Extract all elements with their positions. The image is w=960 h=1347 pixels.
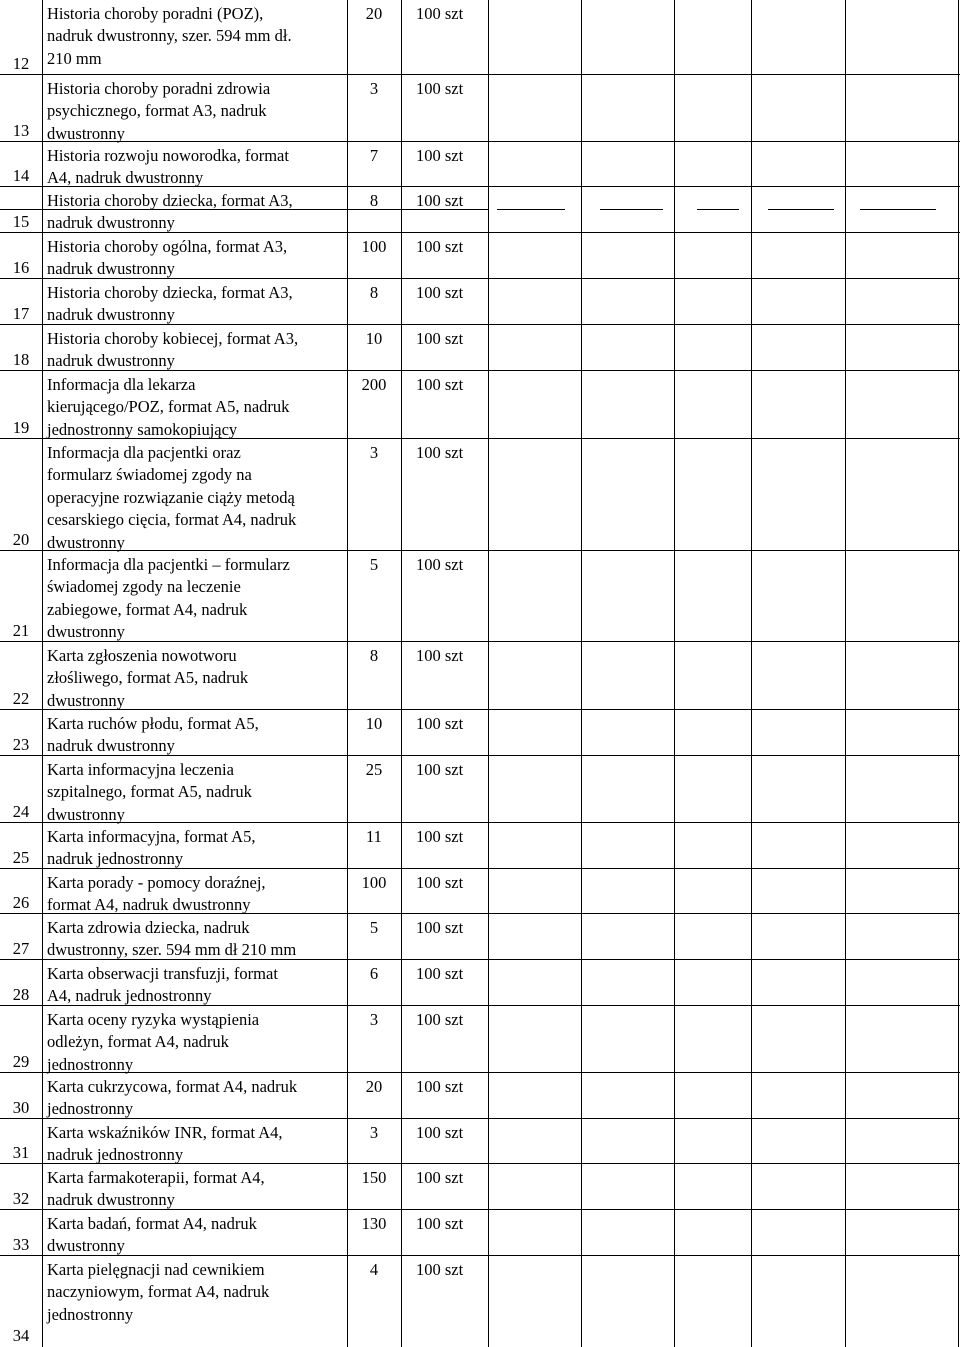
row-number: 32 — [12, 1189, 30, 1208]
table-row — [0, 914, 960, 960]
strikethrough-line — [0, 209, 488, 210]
item-unit: 100 szt — [416, 375, 464, 394]
item-description: Historia choroby ogólna, format A3, nadruk dwustronny — [47, 237, 288, 279]
table-row — [0, 371, 960, 439]
item-description: Historia choroby kobiecej, format A3, nadruk dwustronny — [47, 329, 299, 371]
item-description: Karta obserwacji transfuzji, format A4, nadruk jednostronny — [47, 964, 278, 1006]
table-row — [0, 1073, 960, 1119]
item-quantity: 4 — [369, 1260, 379, 1279]
blank-fill-line — [697, 209, 739, 210]
item-quantity: 150 — [361, 1168, 387, 1187]
item-unit: 100 szt — [416, 646, 464, 665]
item-description: Historia choroby dziecka, format A3, nadruk dwustronny — [47, 283, 293, 325]
row-number: 25 — [12, 848, 30, 867]
item-quantity: 5 — [369, 555, 379, 574]
item-description: Karta farmakoterapii, format A4, nadruk dwustronny — [47, 1168, 265, 1210]
row-number: 14 — [12, 166, 30, 185]
item-description: Karta informacyjna leczenia szpitalnego, format A5, nadruk dwustronny — [47, 760, 252, 824]
table-row — [0, 1119, 960, 1164]
row-number: 19 — [12, 418, 30, 437]
item-description: Karta badań, format A4, nadruk dwustronny — [47, 1214, 257, 1256]
row-number: 31 — [12, 1143, 30, 1162]
item-quantity: 8 — [369, 191, 379, 210]
table-row — [0, 869, 960, 914]
item-quantity: 3 — [369, 79, 379, 98]
table-row — [0, 1164, 960, 1210]
row-number: 21 — [12, 621, 30, 640]
item-description: Historia choroby poradni zdrowia psychicznego, format A3, nadruk dwustronny — [47, 79, 271, 143]
item-quantity: 10 — [365, 714, 383, 733]
item-quantity: 6 — [369, 964, 379, 983]
item-quantity: 3 — [369, 1123, 379, 1142]
table-row — [0, 279, 960, 325]
item-description: Karta wskaźników INR, format A4, nadruk jednostronny — [47, 1123, 283, 1165]
item-unit: 100 szt — [416, 4, 464, 23]
item-quantity: 8 — [369, 646, 379, 665]
row-number: 24 — [12, 802, 30, 821]
row-number: 27 — [12, 939, 30, 958]
item-unit: 100 szt — [416, 1123, 464, 1142]
item-description: Karta zgłoszenia nowotworu złośliwego, format A5, nadruk dwustronny — [47, 646, 249, 710]
row-number: 17 — [12, 304, 30, 323]
item-description: Informacja dla pacjentki – formularz świadomej zgody na leczenie zabiegowe, format A4, nadruk dwustronny — [47, 555, 290, 642]
row-number: 18 — [12, 350, 30, 369]
item-unit: 100 szt — [416, 1168, 464, 1187]
item-quantity: 3 — [369, 443, 379, 462]
row-number: 33 — [12, 1235, 30, 1254]
row-number: 15 — [12, 212, 30, 231]
table-row — [0, 233, 960, 279]
item-quantity: 5 — [369, 918, 379, 937]
table-row — [0, 823, 960, 869]
item-unit: 100 szt — [416, 79, 464, 98]
item-unit: 100 szt — [416, 918, 464, 937]
item-unit: 100 szt — [416, 329, 464, 348]
item-description: Karta ruchów płodu, format A5, nadruk dwustronny — [47, 714, 259, 756]
item-unit: 100 szt — [416, 283, 464, 302]
table-row — [0, 187, 960, 233]
table-row — [0, 710, 960, 756]
table-row — [0, 325, 960, 371]
item-unit: 100 szt — [416, 237, 464, 256]
item-description: Karta informacyjna, format A5, nadruk jednostronny — [47, 827, 256, 869]
table-row — [0, 142, 960, 187]
item-quantity: 10 — [365, 329, 383, 348]
table-row — [0, 756, 960, 823]
row-number: 30 — [12, 1098, 30, 1117]
row-number: 22 — [12, 689, 30, 708]
item-quantity: 130 — [361, 1214, 387, 1233]
item-quantity: 3 — [369, 1010, 379, 1029]
item-quantity: 11 — [366, 827, 382, 846]
item-description: Karta porady - pomocy doraźnej, format A4, nadruk dwustronny — [47, 873, 266, 915]
item-quantity: 200 — [361, 375, 387, 394]
item-unit: 100 szt — [416, 873, 464, 892]
item-description: Karta zdrowia dziecka, nadruk dwustronny, szer. 594 mm dł 210 mm — [47, 918, 297, 960]
row-number: 12 — [12, 54, 30, 73]
table-row — [0, 1210, 960, 1256]
item-unit: 100 szt — [416, 1077, 464, 1096]
table-row — [0, 0, 960, 75]
item-description: Karta cukrzycowa, format A4, nadruk jednostronny — [47, 1077, 298, 1119]
table-row — [0, 1006, 960, 1073]
row-number: 26 — [12, 893, 30, 912]
item-unit: 100 szt — [416, 146, 464, 165]
row-number: 20 — [12, 530, 30, 549]
item-description: Historia choroby poradni (POZ), nadruk dwustronny, szer. 594 mm dł. 210 mm — [47, 4, 292, 68]
table-row — [0, 439, 960, 551]
blank-fill-line — [860, 209, 936, 210]
row-number: 16 — [12, 258, 30, 277]
item-unit: 100 szt — [416, 964, 464, 983]
blank-fill-line — [497, 209, 565, 210]
item-unit: 100 szt — [416, 555, 464, 574]
table-row — [0, 1256, 960, 1347]
row-number: 34 — [12, 1326, 30, 1345]
blank-fill-line — [600, 209, 663, 210]
item-description: Karta pielęgnacji nad cewnikiem naczyniowym, format A4, nadruk jednostronny — [47, 1260, 270, 1324]
item-unit: 100 szt — [416, 714, 464, 733]
item-unit: 100 szt — [416, 1260, 464, 1279]
item-unit: 100 szt — [416, 827, 464, 846]
item-quantity: 100 — [361, 237, 387, 256]
item-quantity: 7 — [369, 146, 379, 165]
item-quantity: 25 — [365, 760, 383, 779]
row-number: 13 — [12, 121, 30, 140]
item-unit: 100 szt — [416, 1214, 464, 1233]
item-description: Historia rozwoju noworodka, format A4, nadruk dwustronny — [47, 146, 289, 188]
item-unit: 100 szt — [416, 191, 464, 210]
table-row — [0, 960, 960, 1006]
item-quantity: 8 — [369, 283, 379, 302]
row-number: 23 — [12, 735, 30, 754]
item-description: Historia choroby dziecka, format A3, nadruk dwustronny — [47, 191, 293, 233]
item-unit: 100 szt — [416, 760, 464, 779]
row-number: 28 — [12, 985, 30, 1004]
item-quantity: 20 — [365, 1077, 383, 1096]
item-description: Informacja dla pacjentki oraz formularz świadomej zgody na operacyjne rozwiązanie ciąży metodą cesarskiego cięcia, format A4, nadruk dwustronny — [47, 443, 297, 552]
table-row — [0, 642, 960, 710]
table-row — [0, 551, 960, 642]
item-description: Informacja dla lekarza kierującego/POZ, format A5, nadruk jednostronny samokopiujący — [47, 375, 290, 439]
item-unit: 100 szt — [416, 443, 464, 462]
item-quantity: 100 — [361, 873, 387, 892]
blank-fill-line — [768, 209, 834, 210]
table-row — [0, 75, 960, 142]
row-number: 29 — [12, 1052, 30, 1071]
item-description: Karta oceny ryzyka wystąpienia odleżyn, format A4, nadruk jednostronny — [47, 1010, 260, 1074]
item-unit: 100 szt — [416, 1010, 464, 1029]
item-quantity: 20 — [365, 4, 383, 23]
